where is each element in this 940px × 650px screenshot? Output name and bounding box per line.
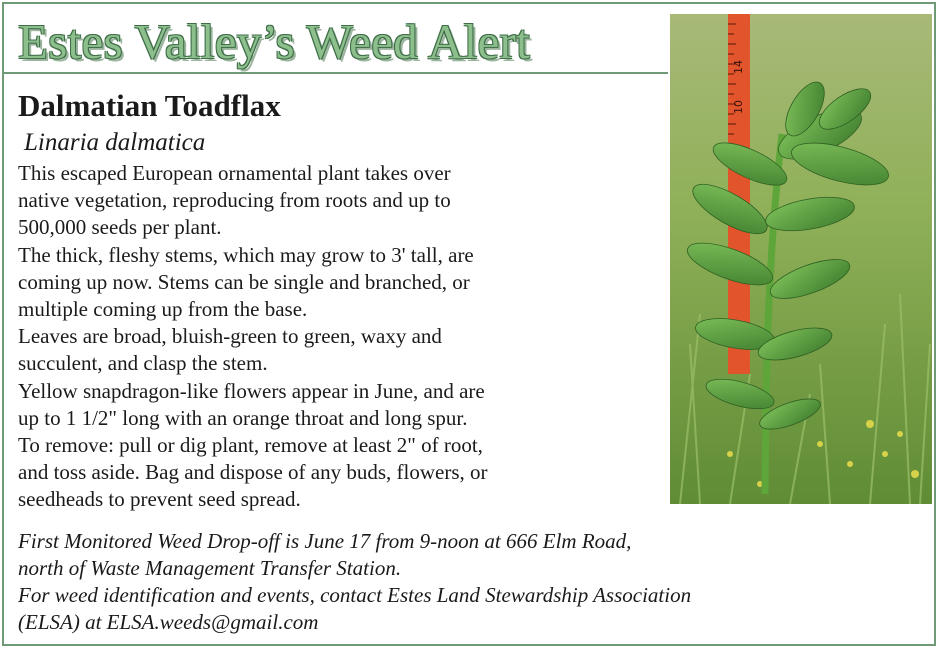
footer-line: For weed identification and events, contact Estes Land Stewardship Association — [18, 583, 692, 607]
body-line: multiple coming up from the base. — [18, 297, 308, 322]
article-body — [18, 160, 668, 514]
header-banner — [4, 6, 668, 72]
event-footer — [18, 528, 928, 636]
article-title: Dalmatian Toadflax — [18, 88, 281, 123]
body-line: This escaped European ornamental plant takes over — [18, 161, 451, 185]
footer-line: (ELSA) at ELSA.weeds@gmail.com — [18, 610, 319, 634]
footer-line: north of Waste Management Transfer Station. — [18, 556, 402, 580]
body-line: To remove: pull or dig plant, remove at least 2" of root, — [18, 433, 483, 458]
page-title: Estes Valley’s Weed Alert — [18, 14, 531, 69]
footer-line: First Monitored Weed Drop-off is June 17 from 9-noon at 666 Elm Road, — [18, 529, 632, 553]
toadflax-photo-image — [670, 14, 932, 504]
body-line: native vegetation, reproducing from roots and up to — [18, 188, 451, 213]
body-line: and toss aside. Bag and dispose of any buds, flowers, or — [18, 460, 488, 485]
body-line: seedheads to prevent seed spread. — [18, 487, 301, 512]
body-line: 500,000 seeds per plant. — [18, 215, 222, 240]
body-line: The thick, fleshy stems, which may grow to 3' tall, are — [18, 242, 474, 267]
body-line: coming up now. Stems can be single and branched, or — [18, 269, 470, 294]
ruler-mark: 14 — [732, 60, 745, 74]
plant-photo — [670, 14, 932, 504]
body-line: succulent, and clasp the stem. — [18, 351, 268, 376]
body-line: Yellow snapdragon-like flowers appear in June, and are — [18, 378, 485, 403]
body-line: up to 1 1/2" long with an orange throat and long spur. — [18, 405, 468, 430]
scientific-name: Linaria dalmatica — [24, 129, 206, 156]
ruler-mark: 10 — [732, 100, 745, 114]
body-line: Leaves are broad, bluish-green to green, waxy and — [18, 324, 442, 349]
header-rule — [4, 72, 668, 74]
